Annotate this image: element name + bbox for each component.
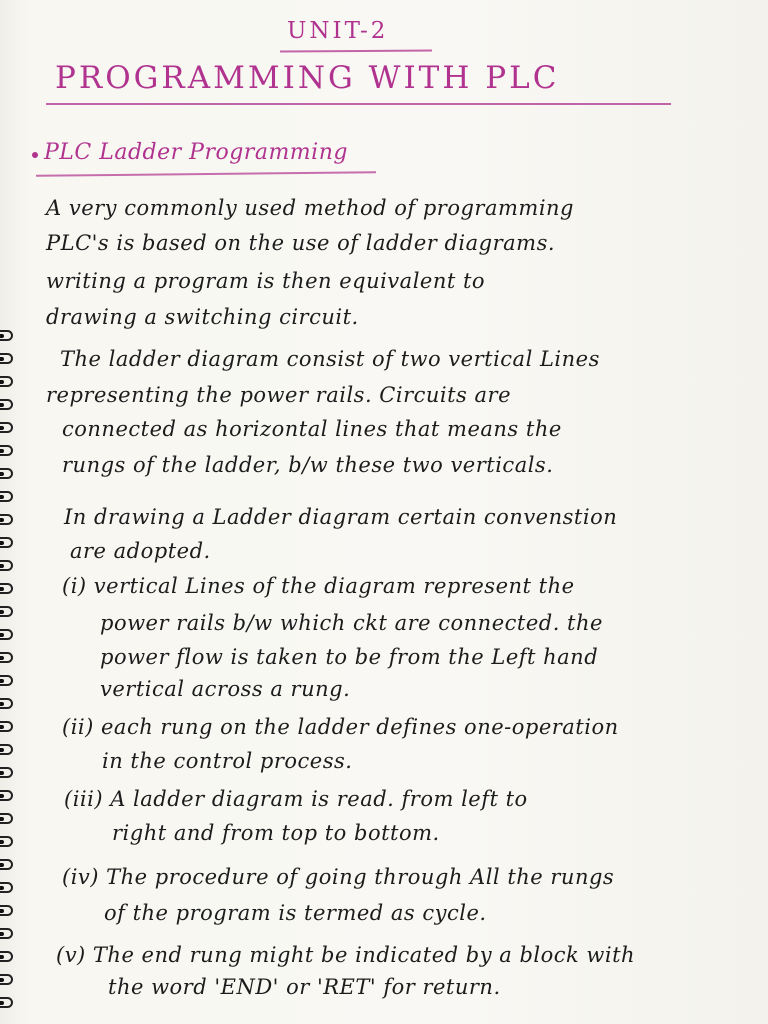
binding-ring: [0, 422, 13, 433]
text-line: are adopted.: [70, 539, 211, 563]
binding-ring: [0, 767, 13, 778]
binding-ring: [0, 951, 13, 962]
text-line: In drawing a Ladder diagram certain convenstion: [64, 505, 618, 529]
list-item: (v) The end rung might be indicated by a block with: [56, 943, 636, 967]
binding-ring: [0, 790, 13, 801]
binding-ring: [0, 399, 13, 410]
text-line: rungs of the ladder, b/w these two verticals.: [62, 453, 554, 477]
page-title: PROGRAMMING WITH PLC: [55, 60, 560, 96]
text-line: PLC's is based on the use of ladder diagrams.: [46, 231, 556, 255]
list-item: (iv) The procedure of going through All the rungs: [62, 865, 615, 889]
bullet-icon: [32, 152, 38, 158]
binding-ring: [0, 560, 13, 571]
binding-ring: [0, 675, 13, 686]
binding-ring: [0, 537, 13, 548]
section-heading: PLC Ladder Programming: [44, 140, 348, 165]
list-item: the word 'END' or 'RET' for return.: [108, 975, 501, 999]
binding-ring: [0, 836, 13, 847]
binding-ring: [0, 606, 13, 617]
binding-ring: [0, 583, 13, 594]
binding-ring: [0, 445, 13, 456]
unit-label: UNIT-2: [287, 18, 389, 44]
list-item: right and from top to bottom.: [112, 821, 440, 845]
binding-ring: [0, 928, 13, 939]
binding-ring: [0, 813, 13, 824]
binding-ring: [0, 491, 13, 502]
binding-ring: [0, 744, 13, 755]
binding-ring: [0, 376, 13, 387]
text-line: connected as horizontal lines that means the: [62, 417, 562, 441]
binding-ring: [0, 468, 13, 479]
binding-ring: [0, 353, 13, 364]
list-item: (i) vertical Lines of the diagram represent the: [62, 574, 575, 598]
binding-ring: [0, 652, 13, 663]
text-line: The ladder diagram consist of two vertical Lines: [60, 347, 600, 371]
list-item: vertical across a rung.: [100, 677, 351, 701]
binding-ring: [0, 859, 13, 870]
binding-ring: [0, 330, 13, 341]
binding-ring: [0, 905, 13, 916]
binding-ring: [0, 514, 13, 525]
text-line: representing the power rails. Circuits are: [46, 383, 511, 407]
spiral-binding: [0, 330, 16, 1024]
text-line: drawing a switching circuit.: [46, 305, 359, 329]
binding-ring: [0, 721, 13, 732]
heading-underline: [36, 171, 376, 177]
unit-underline: [280, 49, 432, 52]
text-line: writing a program is then equivalent to: [46, 269, 486, 293]
list-item: (ii) each rung on the ladder defines one-operation: [62, 715, 619, 739]
binding-ring: [0, 997, 13, 1008]
binding-ring: [0, 882, 13, 893]
list-item: power flow is taken to be from the Left hand: [100, 645, 599, 669]
title-underline: [46, 103, 671, 105]
list-item: power rails b/w which ckt are connected. the: [100, 611, 603, 635]
text-line: A very commonly used method of programming: [46, 196, 575, 220]
list-item: (iii) A ladder diagram is read. from left to: [64, 787, 528, 811]
binding-ring: [0, 698, 13, 709]
list-item: of the program is termed as cycle.: [104, 901, 487, 925]
list-item: in the control process.: [102, 749, 353, 773]
binding-ring: [0, 974, 13, 985]
binding-ring: [0, 629, 13, 640]
